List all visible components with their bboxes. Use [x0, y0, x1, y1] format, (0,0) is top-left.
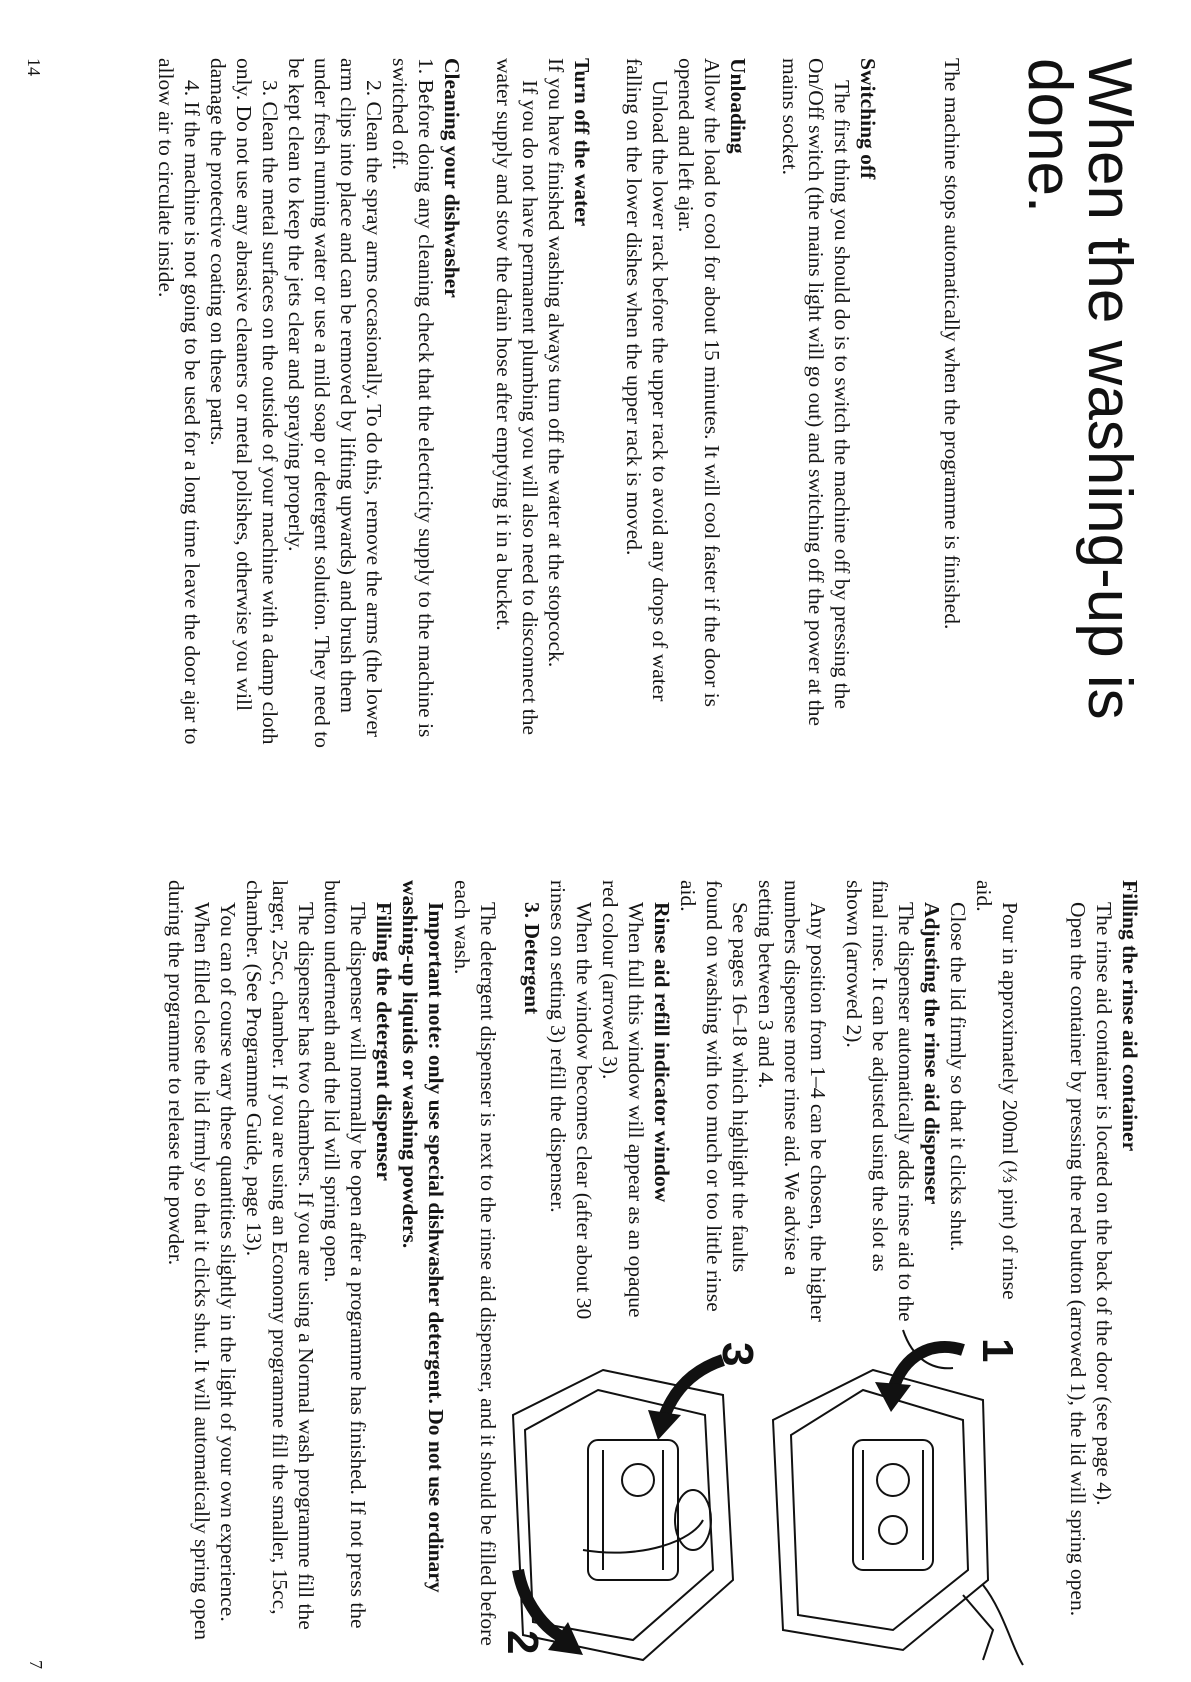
- see-pages-text: See pages 16–18 which highlight the faults found on washing with too much or too little rinse aid.: [676, 880, 752, 1312]
- window-text: When full this window will appear as an opaque red colour (arrowed 3).: [598, 880, 648, 1318]
- detergent-text: The detergent dispenser is next to the rinse aid dispenser, and it should be filled before each wash.: [450, 880, 500, 1646]
- section-heading-turn-off-water: Turn off the water: [570, 58, 594, 227]
- label-2: 2: [498, 1630, 547, 1655]
- section-paragraph: 3. Clean the metal surfaces on the outside of your machine with a damp cloth only. Do not use any abrasive cleaners or metal polishes, otherwise you will damage the protective coating on these parts.: [206, 58, 282, 745]
- section-paragraph: If you have finished washing always turn off the water at the stopcock.: [544, 58, 568, 668]
- open-text: Open the container by pressing the red button (arrowed 1), the lid will spring open.: [1066, 902, 1090, 1617]
- rinse-aid-intro: [1065, 880, 1143, 1670]
- label-3: 3: [713, 1342, 762, 1367]
- vary-text: You can of course vary these quantities slightly in the light of your own experience.: [216, 902, 240, 1622]
- section-heading-unloading: Unloading: [726, 58, 750, 154]
- pour-text: Pour in approximately 200ml (⅓ pint) of rinse aid.: [972, 880, 1022, 1300]
- section-paragraph: 1. Before doing any cleaning check that the electricity supply to the machine is switched off.: [388, 58, 438, 738]
- section-paragraph: 4. If the machine is not going to be used for a long time leave the door ajar to allow air to circulate inside.: [154, 58, 204, 745]
- position-text: Any position from 1–4 can be chosen, the higher numbers dispense more rinse aid. We advise a setting between 3 and 4.: [754, 880, 830, 1322]
- intro-text: The machine stops automatically when the programme is finished.: [940, 58, 964, 630]
- label-1: 1: [973, 1338, 1022, 1363]
- section-paragraph: Allow the load to cool for about 15 minutes. It will cool faster if the door is opened and left ajar.: [674, 58, 724, 708]
- adjust-heading: Adjusting the rinse aid dispenser: [920, 902, 944, 1205]
- dispenser-illustration: [498, 1330, 1023, 1670]
- rinse-aid-text: The rinse aid container is located on the back of the door (see page 4).: [1092, 902, 1116, 1506]
- arrow-1: [875, 1347, 963, 1412]
- left-page-body: [153, 58, 907, 758]
- section-heading-cleaning: Cleaning your dishwasher: [440, 58, 464, 298]
- section-heading-switching-off: Switching off: [856, 58, 880, 180]
- filling-text: The dispenser will normally be open after a programme has finished. If not press the button underneath and the lid will spring open.: [320, 880, 370, 1629]
- detergent-heading: 3. Detergent: [520, 902, 544, 1015]
- page-title: When the washing-up is done.: [1015, 58, 1144, 720]
- page-number-right: 7: [26, 1660, 46, 1669]
- section-paragraph: 2. Clean the spray arms occasionally. To do this, remove the arms (the lower arm clips into place and can be removed by lifting upwards) and brush them under fresh running water or use a mild soap or detergent solution. They need to be kept clean to keep the jets clear and spraying properly.: [284, 58, 386, 749]
- section-paragraph: Unload the lower rack before the upper rack to avoid any drops of water falling on the lower dishes when the upper rack is moved.: [622, 58, 672, 702]
- important-note: Important note: only use special dishwasher detergent. Do not use ordinary washing-up liquids or washing powders.: [398, 880, 448, 1593]
- close-text: Close the lid firmly so that it clicks shut.: [946, 902, 970, 1252]
- chambers-text: The dispenser has two chambers. If you are using a Normal wash programme fill the larger, 25cc, chamber. If you are using an Economy programme fill the smaller, 15cc, chamber. (See Programme Guide, page 13).: [242, 880, 318, 1630]
- section-paragraph: The first thing you should do is to switch the machine off by pressing the On/Off switch (the mains light will go out) and switching off the power at the mains socket.: [778, 58, 854, 726]
- arrow-3: [648, 1360, 723, 1440]
- close-lid-text: When filled close the lid firmly so that it clicks shut. It will automatically spring open during the programme to release the powder.: [164, 880, 214, 1641]
- rinse-aid-heading: Filling the rinse aid container: [1118, 880, 1142, 1152]
- page-number-left: 14: [24, 58, 44, 76]
- adjust-text: The dispenser automatically adds rinse aid to the final rinse. It can be adjusted using the slot as shown (arrowed 2).: [842, 880, 918, 1322]
- section-paragraph: If you do not have permanent plumbing you will also need to disconnect the water supply and stow the drain hose after emptying it in a bucket.: [492, 58, 542, 736]
- window-heading: Rinse aid refill indicator window: [650, 902, 674, 1203]
- detergent-section: [163, 880, 501, 1670]
- filling-heading: Filling the detergent dispenser: [372, 902, 396, 1181]
- clear-text: When the window becomes clear (after about 30 rinses on setting 3) refill the dispenser.: [546, 880, 596, 1320]
- rinse-aid-narrow-column: [519, 880, 1023, 1325]
